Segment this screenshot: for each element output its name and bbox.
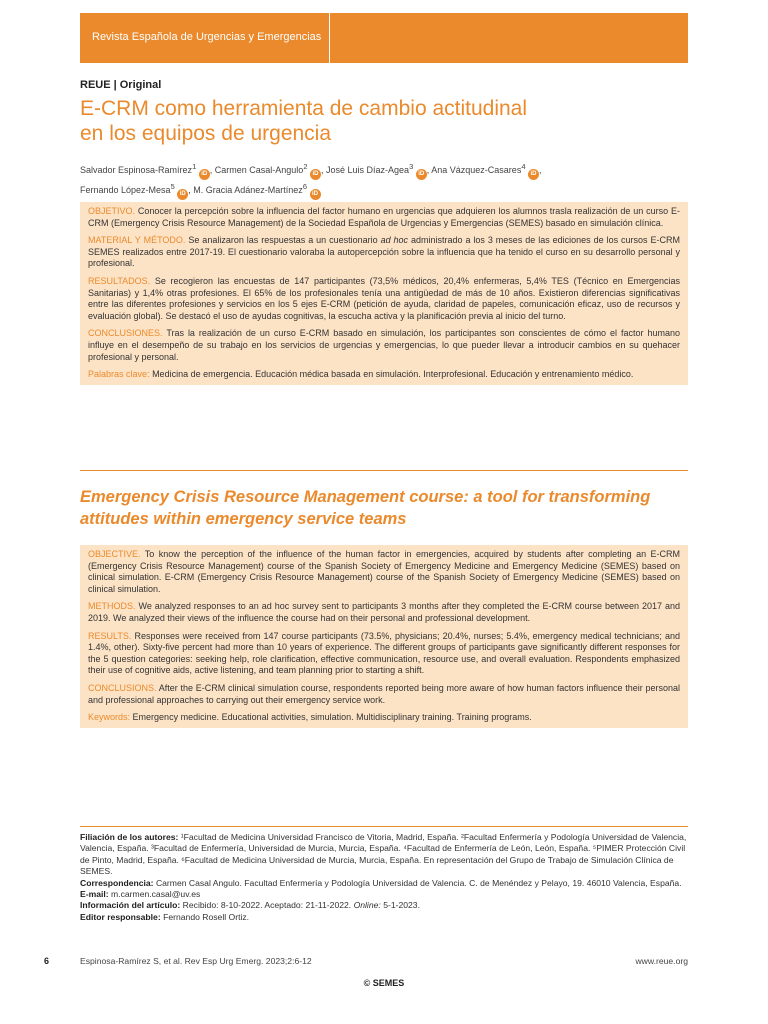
journal-name: Revista Española de Urgencias y Emergencias	[92, 31, 322, 43]
affiliation-text: ¹Facultad de Medicina Universidad Francisco de Vitoria, Madrid, España. ²Facultad Enfermería y Podología Universidad de Valencia, Valencia, España. ³Facultad de Enfermería, Universidad de Murcia, Murcia, España. ⁴Facultad de Enfermería de León, León, España. ⁵PIMER Protección Civil de Pinto, Madrid, España. ⁶Facultad de Medicina Universidad de Murcia, Murcia, España. En representación del Grupo de Trabajo de Simulación Clínica de SEMES.	[80, 832, 687, 877]
abstract-text: Conocer la percepción sobre la influencia del factor humano en urgencias que adquieren los alumnos trasla realización de un curso E-CRM (Emergency Crisis Resource Management) de la Sociedad Española de Urgencias y Emergencias (SEMES) basado en simulación clínica.	[88, 206, 680, 228]
author-separator: ,	[539, 165, 542, 175]
author-affiliations	[80, 832, 688, 923]
abstract-objective	[88, 549, 680, 595]
abstract-text: Emergency medicine. Educational activities, simulation. Multidisciplinary training. Training programs.	[132, 712, 532, 723]
abstract-heading: CONCLUSIONES.	[88, 328, 163, 339]
author-name: Fernando López-Mesa	[80, 185, 171, 195]
abstract-heading: OBJECTIVE.	[88, 549, 141, 559]
author-separator: ,	[188, 185, 194, 195]
copyright: © SEMES	[363, 978, 405, 988]
english-title	[80, 486, 688, 530]
orcid-icon[interactable]: iD	[199, 169, 210, 180]
correspondence-paragraph	[80, 878, 688, 889]
orcid-icon[interactable]: iD	[310, 189, 321, 200]
abstract-text: We analyzed responses to an ad hoc survey sent to participants 3 months after they completed the E-CRM course between 2017 and 2019. We analyzed their views of the influence the course had on their personal and professional development.	[88, 601, 680, 623]
article-info-text: Recibido: 8-10-2022. Aceptado: 21-11-2022.	[182, 900, 352, 911]
author-affiliation-number: 5	[170, 182, 175, 191]
abstract-heading: Keywords:	[88, 712, 131, 723]
editor-paragraph	[80, 912, 688, 923]
email-label: E-mail:	[80, 889, 109, 900]
affiliation-label: Filiación de los autores:	[80, 832, 179, 842]
author-separator: ,	[209, 165, 215, 175]
orcid-icon[interactable]: iD	[528, 169, 539, 180]
abstract-keywords	[88, 712, 680, 724]
abstract-objective	[88, 206, 680, 229]
correspondence-text: Carmen Casal Angulo. Facultad Enfermería y Podología Universidad de Valencia. C. de Menéndez y Pelayo, 19. 46010 Valencia, España.	[155, 877, 682, 888]
section-divider	[80, 470, 688, 471]
author-affiliation-number: 4	[521, 162, 526, 171]
journal-header-bar	[80, 13, 688, 63]
author-affiliation-number: 3	[409, 162, 414, 171]
author-name: Ana Vázquez-Casares	[431, 165, 522, 175]
author-name: Carmen Casal-Angulo	[214, 165, 304, 175]
abstract-text: Responses were received from 147 course participants (73.5%, physicians; 20.4%, nurses; 5.4%, emergency medical technicians; and 1.4%, other). Sixty-five percent had more than 10 years of experience. The different groups of participants gave significantly different responses for the 5 question categories: seeking help, role clarification, effective communication, resource use, and overall evaluation. Respondents emphasized their use of cognitive aids, active listening, and team planning prior to starting a shift.	[88, 630, 680, 676]
abstract-methods	[88, 235, 680, 270]
spanish-abstract	[80, 202, 688, 385]
abstract-heading: RESULTS.	[88, 630, 132, 641]
article-info-paragraph	[80, 900, 688, 911]
author-separator: ,	[321, 165, 327, 175]
abstract-results	[88, 631, 680, 677]
email-paragraph	[80, 889, 688, 900]
abstract-italic-text: ad hoc	[380, 235, 409, 246]
abstract-text: Se recogieron las encuestas de 147 participantes (73,5% médicos, 20,4% enfermeras, 5,4% TES (Técnico en Emergencias Sanitarias) y 1,4% otras profesiones. El 65% de los profesionales tenía una antigüedad de más de 10 años. Existieron diferencias significativas entre las diferentes profesiones y servicios en los 5 ejes E-CRM (petición de ayuda, claridad de papeles, comunicación eficaz, uso de recursos y evaluación global). Se destacó el uso de ayudas cognitivas, la escucha activa y la planificación previa al inicio del turno.	[88, 275, 680, 321]
author-name: José Luis Díaz-Agea	[326, 165, 410, 175]
affiliation-paragraph	[80, 832, 688, 878]
abstract-text: To know the perception of the influence of the human factor in emergencies, acquired by students after completing an E-CRM (Emergency Crisis Resource Management) course of the Spanish Society of Emergency Medicine and Emergency Medicine (SEMES) based on clinical simulation. E-CRM (Emergency Crisis Resource Management) course of the Spanish Society of Emergency Medicine (SEMES) based on clinical simulation.	[88, 549, 680, 594]
abstract-heading: MATERIAL Y MÉTODO.	[88, 235, 186, 246]
orcid-icon[interactable]: iD	[416, 169, 427, 180]
spanish-title-line2: en los equipos de urgencia	[80, 122, 332, 145]
abstract-conclusions	[88, 328, 680, 363]
section-label: REUE | Original	[80, 79, 162, 91]
author-name: Salvador Espinosa-Ramírez	[80, 165, 193, 175]
author-affiliation-number: 1	[192, 162, 197, 171]
editor-label: Editor responsable:	[80, 911, 161, 922]
abstract-heading: METHODS.	[88, 601, 136, 612]
abstract-conclusions	[88, 683, 680, 706]
abstract-results	[88, 276, 680, 322]
author-affiliation-number: 2	[303, 162, 308, 171]
correspondence-label: Correspondencia:	[80, 877, 154, 888]
abstract-keywords	[88, 369, 680, 381]
email-link[interactable]: m.carmen.casal@uv.es	[111, 889, 201, 900]
affiliations-divider	[80, 826, 688, 827]
author-list	[80, 160, 680, 200]
journal-url[interactable]: www.reue.org	[635, 956, 688, 966]
english-title-line1: Emergency Crisis Resource Management course: a tool for transforming	[80, 488, 651, 506]
abstract-text: Medicina de emergencia. Educación médica basada en simulación. Interprofesional. Educación y entrenamiento médico.	[152, 369, 634, 380]
orcid-icon[interactable]: iD	[177, 189, 188, 200]
online-date: 5-1-2023.	[383, 900, 420, 911]
orcid-icon[interactable]: iD	[310, 169, 321, 180]
editor-name: Fernando Rosell Ortiz.	[163, 911, 250, 922]
page-number: 6	[44, 956, 50, 966]
online-label: Online:	[353, 900, 381, 911]
abstract-text: After the E-CRM clinical simulation course, respondents reported being more aware of how human factors influence their personal and professional approaches to carrying out their emergency service work.	[88, 682, 680, 705]
article-info-label: Información del artículo:	[80, 900, 181, 911]
abstract-heading: OBJETIVO.	[88, 206, 136, 216]
abstract-methods	[88, 601, 680, 624]
spanish-title	[80, 96, 680, 146]
abstract-text: Tras la realización de un curso E-CRM basado en simulación, los participantes son conscientes de cómo el factor humano influye en el desempeño de su trabajo en los servicios de urgencias y emergencias, lo que pueder llevar a introducir cambios en su quehacer profesional y personal.	[88, 328, 680, 362]
author-separator: ,	[426, 165, 432, 175]
header-divider	[329, 13, 330, 63]
citation: Espinosa-Ramírez S, et al. Rev Esp Urg Emerg. 2023;2:6-12	[80, 956, 312, 966]
english-abstract	[80, 545, 688, 728]
english-title-line2: attitudes within emergency service teams	[80, 510, 407, 528]
abstract-text: Se analizaron las respuestas a un cuestionario	[188, 235, 378, 246]
abstract-text: administrado a los 3 meses de las ediciones de los cursos E-CRM SEMES realizados entre 2017-19. El cuestionario valoraba la autopercepción sobre la influencia que ha tenido el curso en su desarrollo personal y profesional.	[88, 235, 680, 269]
author-name: M. Gracia Adánez-Martínez	[193, 185, 303, 195]
author-affiliation-number: 6	[302, 182, 307, 191]
abstract-heading: Palabras clave:	[88, 369, 150, 380]
abstract-heading: RESULTADOS.	[88, 275, 151, 286]
abstract-heading: CONCLUSIONS.	[88, 682, 157, 693]
spanish-title-line1: E-CRM como herramienta de cambio actitudinal	[80, 97, 528, 120]
